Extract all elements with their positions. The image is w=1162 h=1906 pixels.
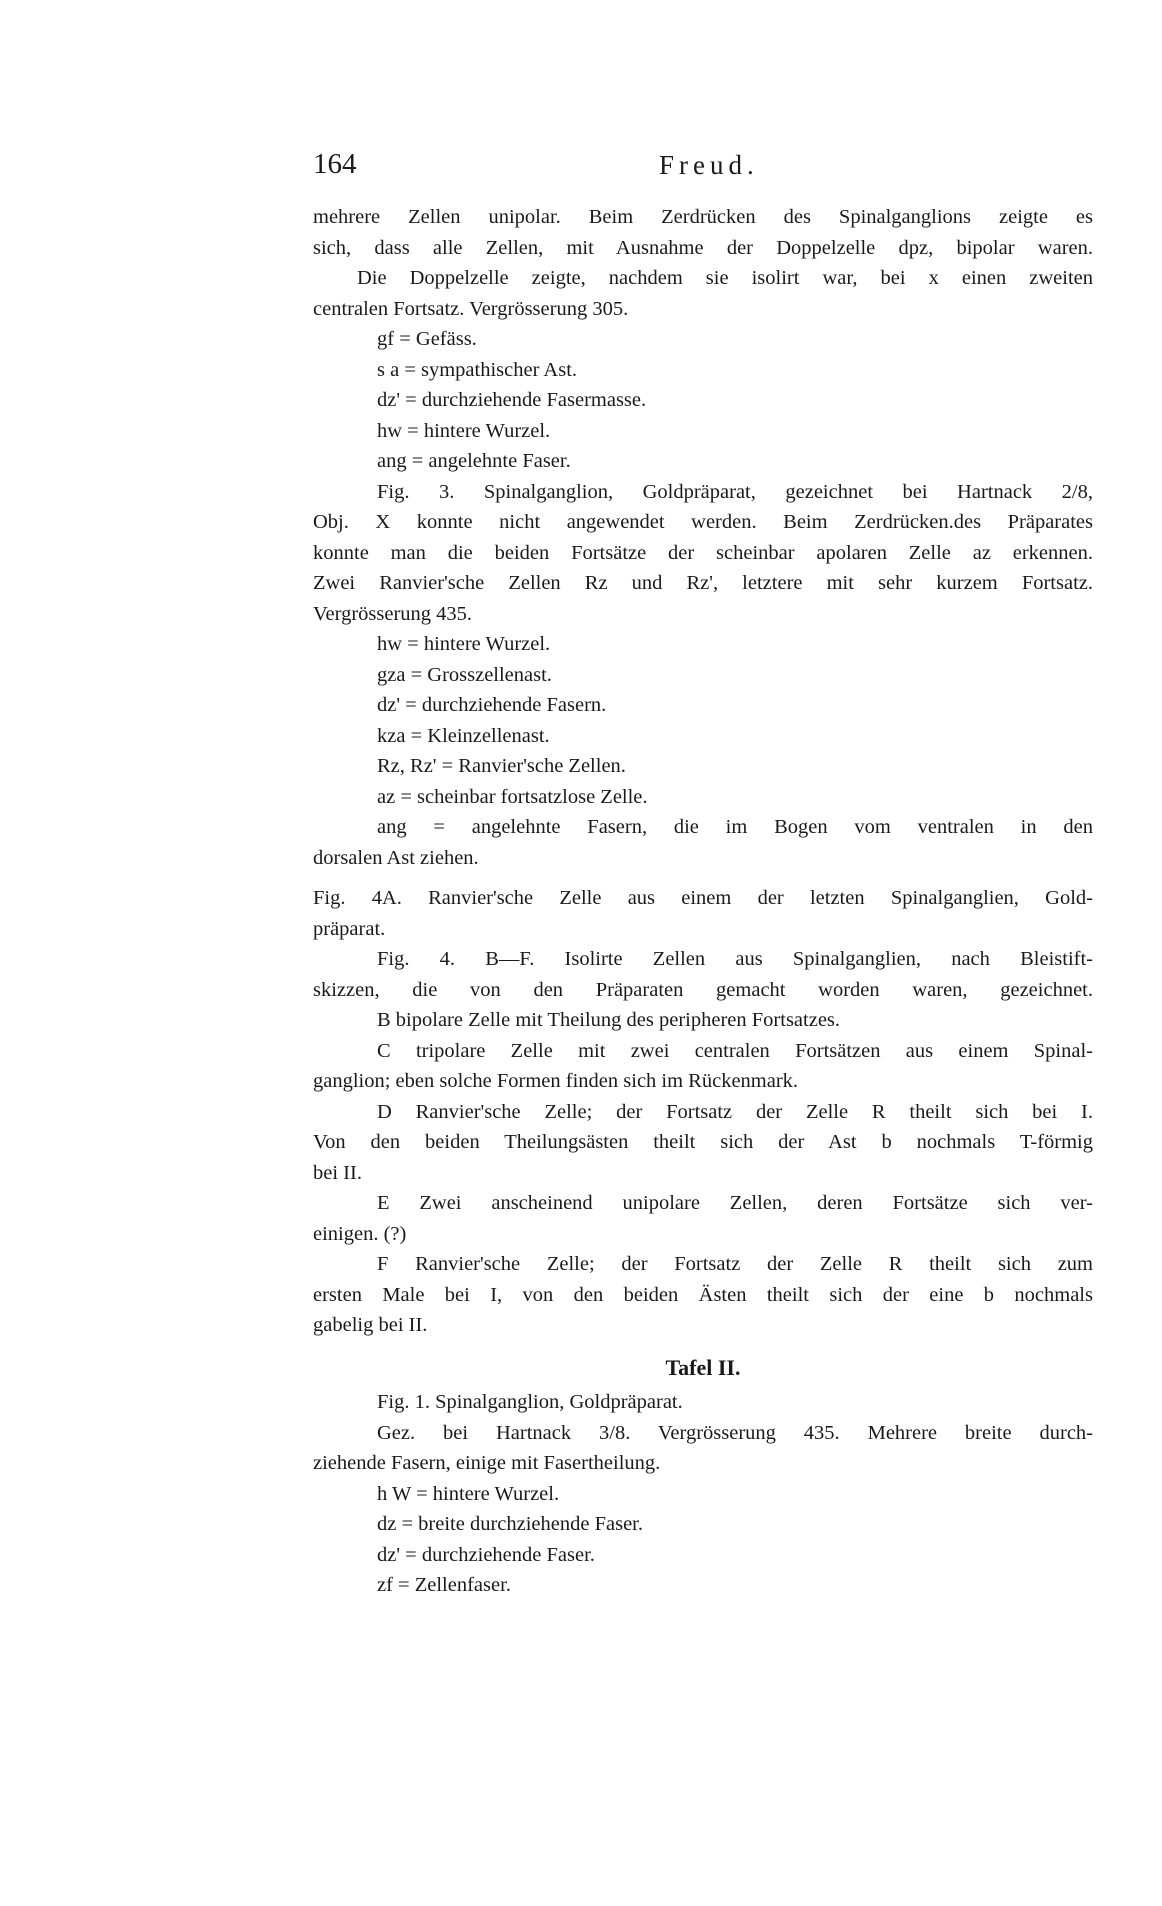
legend-line: az = scheinbar fortsatzlose Zelle. bbox=[377, 785, 648, 808]
text-line: mehrere Zellen unipolar. Beim Zerdrücken des Spinalganglions zeigte es bbox=[313, 206, 1093, 228]
text-line: ziehende Fasern, einige mit Fasertheilung. bbox=[313, 1452, 661, 1474]
running-head: Freud. bbox=[659, 150, 759, 180]
text-line: ganglion; eben solche Formen finden sich im Rückenmark. bbox=[313, 1070, 799, 1092]
text-line: skizzen, die von den Präparaten gemacht worden waren, gezeichnet. bbox=[313, 978, 1093, 1001]
text-line: präparat. bbox=[313, 917, 386, 940]
legend-line: Rz, Rz' = Ranvier'sche Zellen. bbox=[377, 755, 626, 777]
text-line: Die Doppelzelle zeigte, nachdem sie isolirt war, bei x einen zweiten bbox=[357, 267, 1093, 289]
text-line: D Ranvier'sche Zelle; der Fortsatz der Zelle R theilt sich bei I. bbox=[377, 1100, 1093, 1123]
figure-caption: Fig. 3. Spinalganglion, Goldpräparat, gezeichnet bei Hartnack 2/8, bbox=[377, 480, 1093, 503]
legend-line: s a = sympathischer Ast. bbox=[377, 358, 578, 381]
text-line: einigen. (?) bbox=[313, 1222, 407, 1245]
text-line: E Zwei anscheinend unipolare Zellen, deren Fortsätze sich ver- bbox=[377, 1192, 1093, 1214]
text-line: dorsalen Ast ziehen. bbox=[313, 846, 479, 869]
page-header bbox=[313, 148, 1093, 188]
text-line: gabelig bei II. bbox=[313, 1314, 428, 1336]
text-line: bei II. bbox=[313, 1161, 362, 1184]
legend-line: dz' = durchziehende Fasermasse. bbox=[377, 389, 647, 411]
text-line: Gez. bei Hartnack 3/8. Vergrösserung 435. Mehrere breite durch- bbox=[377, 1421, 1093, 1444]
text-line: Von den beiden Theilungsästen theilt sich der Ast b nochmals T-förmig bbox=[313, 1131, 1093, 1153]
text-line: F Ranvier'sche Zelle; der Fortsatz der Zelle R theilt sich zum bbox=[377, 1253, 1093, 1275]
legend-line: h W = hintere Wurzel. bbox=[377, 1482, 560, 1505]
text-line: Zwei Ranvier'sche Zellen Rz und Rz', letztere mit sehr kurzem Fortsatz. bbox=[313, 572, 1093, 594]
legend-line: gza = Grosszellenast. bbox=[377, 663, 552, 686]
text-line: B bipolare Zelle mit Theilung des peripheren Fortsatzes. bbox=[377, 1009, 841, 1031]
page-number: 164 bbox=[313, 148, 357, 180]
legend-line: hw = hintere Wurzel. bbox=[377, 633, 551, 655]
legend-line: dz' = durchziehende Faser. bbox=[377, 1543, 595, 1566]
text-line: ersten Male bei I, von den beiden Ästen theilt sich der eine b nochmals bbox=[313, 1283, 1093, 1306]
legend-line: zf = Zellenfaser. bbox=[377, 1574, 511, 1596]
figure-caption: Fig. 1. Spinalganglion, Goldpräparat. bbox=[377, 1391, 683, 1413]
text-line: Obj. X konnte nicht angewendet werden. Beim Zerdrücken.des Präparates bbox=[313, 511, 1093, 533]
text-line: centralen Fortsatz. Vergrösserung 305. bbox=[313, 297, 629, 320]
legend-line: dz' = durchziehende Fasern. bbox=[377, 694, 607, 716]
text-line: Vergrösserung 435. bbox=[313, 602, 473, 625]
text-line: C tripolare Zelle mit zwei centralen Fortsätzen aus einem Spinal- bbox=[377, 1039, 1093, 1062]
text-line: sich, dass alle Zellen, mit Ausnahme der Doppelzelle dpz, bipolar waren. bbox=[313, 236, 1093, 259]
legend-line: dz = breite durchziehende Faser. bbox=[377, 1513, 643, 1535]
figure-caption: Fig. 4. B—F. Isolirte Zellen aus Spinalganglien, nach Bleistift- bbox=[377, 948, 1093, 970]
legend-line: kza = Kleinzellenast. bbox=[377, 724, 550, 747]
legend-line: hw = hintere Wurzel. bbox=[377, 419, 551, 442]
legend-line: gf = Gefäss. bbox=[377, 328, 477, 350]
section-title: Tafel II. bbox=[665, 1354, 741, 1380]
legend-line: ang = angelehnte Faser. bbox=[377, 450, 571, 472]
figure-caption: Fig. 4A. Ranvier'sche Zelle aus einem der letzten Spinalganglien, Gold- bbox=[313, 887, 1093, 909]
legend-line: ang = angelehnte Fasern, die im Bogen vom ventralen in den bbox=[377, 816, 1093, 838]
body-text bbox=[313, 202, 1093, 1601]
text-line: konnte man die beiden Fortsätze der scheinbar apolaren Zelle az erkennen. bbox=[313, 541, 1093, 564]
